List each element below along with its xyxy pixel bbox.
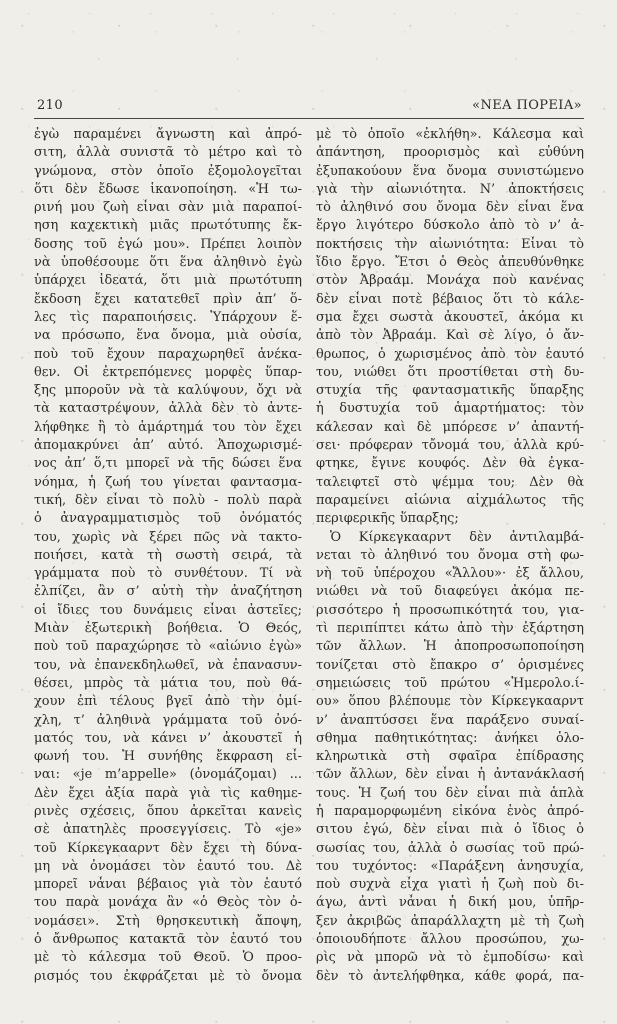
- text-line: ἔργο λιγότερο δύσκολο ἀπὸ τὸ ν’ ἀ-: [316, 218, 584, 234]
- text-line: σωσίας του, ἀλλὰ ὁ σωσίας τοῦ πρώ-: [316, 840, 584, 856]
- text-line: μὲ τὸ κάλεσμα τοῦ Θεοῦ. Ὁ προο-: [34, 950, 302, 966]
- text-line: ταλειφτεῖ στὸ ψέμμα του; Δὲν θὰ: [316, 474, 584, 490]
- text-line: ρινή μου ζωὴ εἶναι σὰν μιὰ παραποί-: [34, 200, 302, 216]
- text-line: φτηκε, ἔγινε κουφός. Δὲν θὰ ἐγκα-: [316, 456, 584, 472]
- text-line: ἡ δυστυχία τοῦ ἁμαρτήματος: τὸν: [316, 401, 584, 417]
- text-line: ἀπὸ τὸν Ἀβραάμ. Καὶ σὲ λίγο, ὁ ἄν-: [316, 328, 584, 344]
- text-line: ηση καχεκτικὴ μιᾶς πρωτότυπης ἔκ-: [34, 218, 302, 234]
- text-line: περιφερικῆς ὕπαρξης;: [316, 511, 459, 527]
- text-line: χλη, τ’ ἀληθινὰ γράμματα τοῦ ὀνό-: [34, 712, 302, 728]
- text-line: τοῦ Κίρκεγκααρντ δὲν ἔχει τὴ δύνα-: [34, 840, 302, 856]
- text-line: θέσει, μπρὸς τὰ μάτια του, ποὺ θά-: [34, 675, 302, 691]
- text-line: σθημα παθητικότητας: ἀνήκει ὁλο-: [316, 730, 584, 746]
- text-line: ἐλπίζει, ἂν σ’ αὐτὴ τὴν ἀναζήτηση: [34, 584, 302, 600]
- text-line: ὁποιουδήποτε ἄλλου προσώπου, χω-: [316, 932, 584, 948]
- text-line: σει· πρόφεραν τὄνομά του, ἀλλὰ κρύ-: [316, 438, 584, 454]
- text-line: δοσης τοῦ ἐγώ μου». Πρέπει λοιπὸν: [34, 236, 302, 252]
- text-line: Ὁ Κίρκεγκααρντ δὲν ἀντιλαμβά-: [330, 529, 584, 545]
- text-line: ξεν ἀκριβῶς ἀπαράλλαχτη μὲ τὴ ζωὴ: [316, 913, 584, 929]
- text-line: άγω, ἀντὶ νἆναι ἡ δική μου, ὑπῆρ-: [316, 895, 584, 911]
- text-line: παραμείνει αἰώνια αἰχμάλωτος τῆς: [316, 492, 584, 508]
- text-line: θεν. Οἱ ἐκτρεπόμενες μορφὲς ὕπαρ-: [34, 364, 302, 380]
- journal-title: «ΝΕΑ ΠΟΡΕΙΑ»: [472, 98, 582, 113]
- text-line: δὲν τὸ ἀντελήφθηκα, κάθε φορά, πα-: [316, 968, 584, 984]
- text-line: γιὰ τὴν αἰωνιότητα. Ν’ ἀποκτήσεις: [316, 181, 584, 197]
- left-column: [34, 126, 302, 986]
- text-line: ν’ ἀναπτύσσει ἕνα παράξενο συναί-: [316, 712, 584, 728]
- text-line: τὰ καταστρέψουν, ἀλλὰ δὲν τὸ ἀντε-: [34, 401, 302, 417]
- text-line: φωνή του. Ἡ συνήθης ἔκφραση εἶ-: [34, 749, 302, 765]
- text-line: ἀπομακρύνει ἀπ’ αὐτό. Ἀποχωρισμέ-: [34, 438, 302, 454]
- right-column: [316, 126, 584, 986]
- text-line: κάλεσαν καὶ δὲ μπόρεσε ν’ ἀπαντή-: [316, 419, 584, 435]
- text-line: ἐξυπακούουν ἕνα ὄνομα συνιστώμενο: [316, 163, 584, 179]
- text-line: ποὺ τοῦ ἔχουν παραχωρηθεῖ ἀνέκα-: [34, 346, 302, 362]
- text-line: ἀπάντηση, προορισμὸς καὶ εὐθύνη: [316, 145, 584, 161]
- text-line: μη νὰ ὀνομάσει τὸν ἑαυτό του. Δὲ: [34, 858, 302, 874]
- text-line: του, χωρὶς νὰ ξέρει πῶς νὰ τακτο-: [34, 529, 302, 545]
- header-rule: [34, 118, 584, 119]
- text-line: ποὺ τοῦ παραχώρησε τὸ «αἰώνιο ἐγὼ»: [34, 639, 302, 655]
- text-columns: [34, 126, 584, 986]
- text-line: σιτη, ἀλλὰ συνιστᾶ τὸ μέτρο καὶ τὸ: [34, 145, 302, 161]
- text-line: σὲ ἀπατηλὲς προσεγγίσεις. Τὸ «je»: [34, 822, 302, 838]
- text-line: ναι: «je m’appelle» (ὀνομάζομαι) ...: [34, 767, 302, 783]
- text-line: Δὲν ἔχει ἀξία παρὰ γιὰ τὶς καθημε-: [34, 785, 302, 801]
- text-line: ἴδιο ἔργο. Ἔτσι ὁ Θεὸς ἀπευθύνθηκε: [316, 255, 584, 271]
- text-line: ου» ὅπου βλέπουμε τὸν Κίρκεγκααρντ: [316, 694, 584, 710]
- text-line: ποιήσει, κατὰ τὴ σωστὴ σειρά, τὰ: [34, 547, 302, 563]
- text-line: ποκτήσεις τὴν αἰωνιότητα: Εἶναι τὸ: [316, 236, 584, 252]
- text-line: νιώθει νὰ τοῦ διαφεύγει ἀκόμα πε-: [316, 584, 584, 600]
- text-line: ὑπάρχει ἰδεατά, ὅτι μιὰ πρωτότυπη: [34, 273, 302, 289]
- text-line: σημειώσεις τοῦ πρώτου «Ἡμερολο.ί-: [316, 675, 584, 691]
- text-line: κληρωτικὰ στὴ σφαῖρα ἐπίδρασης: [316, 749, 584, 765]
- text-line: γράμματα ποὺ τὸ συνθέτουν. Τί νὰ: [34, 566, 302, 582]
- text-line: ματός του, νὰ κάνει ν’ ἀκουστεῖ ἡ: [34, 730, 302, 746]
- text-line: νὰ ὑποθέσουμε ὅτι ἕνα ἀληθινὸ ἐγὼ: [34, 255, 302, 271]
- text-line: θρωπος, ὁ χωρισμένος ἀπὸ τὸν ἑαυτό: [316, 346, 584, 362]
- text-line: ποὺ συχνὰ εἶχα γιατὶ ἡ ζωὴ ποὺ δι-: [316, 877, 584, 893]
- text-line: μὲ τὸ ὁποῖο «ἐκλήθη». Κάλεσμα καὶ: [316, 127, 584, 142]
- text-line: σιτου ἐγώ, δὲν εἶναι πιὰ ὁ ἴδιος ὁ: [316, 822, 584, 838]
- running-head: [34, 98, 584, 113]
- text-line: νὴ τοῦ ὑπέροχου «Ἄλλου»· ἐξ ἄλλου,: [316, 566, 584, 582]
- text-line: δὲν εἶναι ποτὲ βέβαιος ὅτι τὸ κάλε-: [316, 291, 584, 307]
- text-line: μπορεῖ νἆναι βέβαιος γιὰ τὸν ἑαυτό: [34, 877, 302, 893]
- text-line: νόημα, ἡ ζωή του γίνεται φαντασμα-: [34, 474, 302, 490]
- text-line: ὁ ἄνθρωπος κατακτᾶ τὸν ἑαυτό του: [34, 932, 302, 948]
- text-line: λήφθηκε ἢ τὸ ἁμάρτημά του τὸν ἔχει: [34, 419, 302, 435]
- text-line: ἐγὼ παραμένει ἄγνωστη καὶ ἀπρό-: [34, 127, 302, 142]
- text-line: ἡ παραμορφωμένη εἰκόνα ἑνὸς ἀπρό-: [316, 803, 584, 819]
- text-line: οἱ ἴδιες του δυνάμεις εἶναι ἀστεῖες;: [34, 602, 302, 618]
- text-line: ξης μποροῦν νὰ τὰ καλύψουν, ὄχι νὰ: [34, 383, 302, 399]
- text-line: τὶ περιπίπτει κάτω ἀπὸ τὴν ἐξάρτηση: [316, 621, 584, 637]
- text-line: ρὶς νὰ μπορῶ νὰ τὸ ἐμποδίσω· καὶ: [316, 950, 584, 966]
- text-line: τῶν ἄλλων. Ἡ ἀποπροσωποποίηση: [316, 639, 584, 655]
- text-line: ρινὲς σχέσεις, ὅπου ἀρκεῖται κανεὶς: [34, 803, 302, 819]
- text-line: τους. Ἡ ζωή του δὲν εἶναι πιὰ ἁπλὰ: [316, 785, 584, 801]
- text-line: του, νιώθει ὅτι προστίθεται στὴ δυ-: [316, 364, 584, 380]
- text-line: στὸν Ἀβραάμ. Μονάχα ποὺ κανένας: [316, 273, 584, 289]
- text-line: χουν ἐπὶ τέλους βγεῖ ἀπὸ τὴν ὁμί-: [34, 694, 302, 710]
- text-line: τονίζεται στὸ ἔπακρο σ’ ὁρισμένες: [316, 657, 584, 673]
- text-line: ρισσότερο ἡ προσωπικότητά του, για-: [316, 602, 584, 618]
- text-line: λες τὶς παραποιήσεις. Ὑπάρχουν ἕ-: [34, 309, 302, 325]
- text-line: ὅτι δὲν ἔδωσε ἱκανοποίηση. «Ἡ τω-: [34, 181, 302, 197]
- text-line: Μιὰν ἐξωτερικὴ βοήθεια. Ὁ Θεός,: [34, 621, 302, 637]
- text-line: τῶν ἄλλων, δὲν εἶναι ἡ ἀντανάκλασή: [316, 767, 584, 783]
- text-line: του, νὰ ἐπανεκδηλωθεῖ, νὰ ἐπανασυν-: [34, 657, 302, 673]
- text-line: νος ἀπ’ ὅ,τι μπορεῖ νὰ τῆς δώσει ἕνα: [34, 456, 302, 472]
- text-line: ὁ ἀναγραμματισμὸς τοῦ ὀνόματός: [34, 511, 302, 527]
- text-line: να πρόσωπο, ἕνα ὄνομα, μιὰ οὐσία,: [34, 328, 302, 344]
- text-line: νομάσει». Στὴ θρησκευτικὴ ἄποψη,: [34, 913, 302, 929]
- text-line: του τυχόντος: «Παράξενη ἀνησυχία,: [316, 858, 584, 874]
- text-line: του παρὰ μονάχα ἂν «ὁ Θεὸς τὸν ὀ-: [34, 895, 302, 911]
- text-line: στυχία τῆς φαντασματικῆς ὕπαρξης: [316, 383, 584, 399]
- text-line: ἔκδοση ἔχει κατατεθεῖ πρὶν ἀπ’ ὅ-: [34, 291, 302, 307]
- text-line: ρισμός του ἐκφράζεται μὲ τὸ ὄνομα: [34, 968, 302, 984]
- page-number: 210: [37, 98, 64, 113]
- text-line: γνώμονα, στὸν ὁποῖο ἐξομολογεῖται: [34, 163, 302, 179]
- text-line: τὸ ἀληθινό σου ὄνομα δὲν εἶναι ἕνα: [316, 200, 584, 216]
- text-line: σμα ἔχει σωστὰ ἀκουστεῖ, ἀκόμα κι: [316, 309, 584, 325]
- text-line: νεται τὸ ἀληθινό του ὄνομα στὴ φω-: [316, 547, 584, 563]
- text-line: τική, δὲν εἶναι τὸ πολὺ - πολὺ παρὰ: [34, 492, 302, 508]
